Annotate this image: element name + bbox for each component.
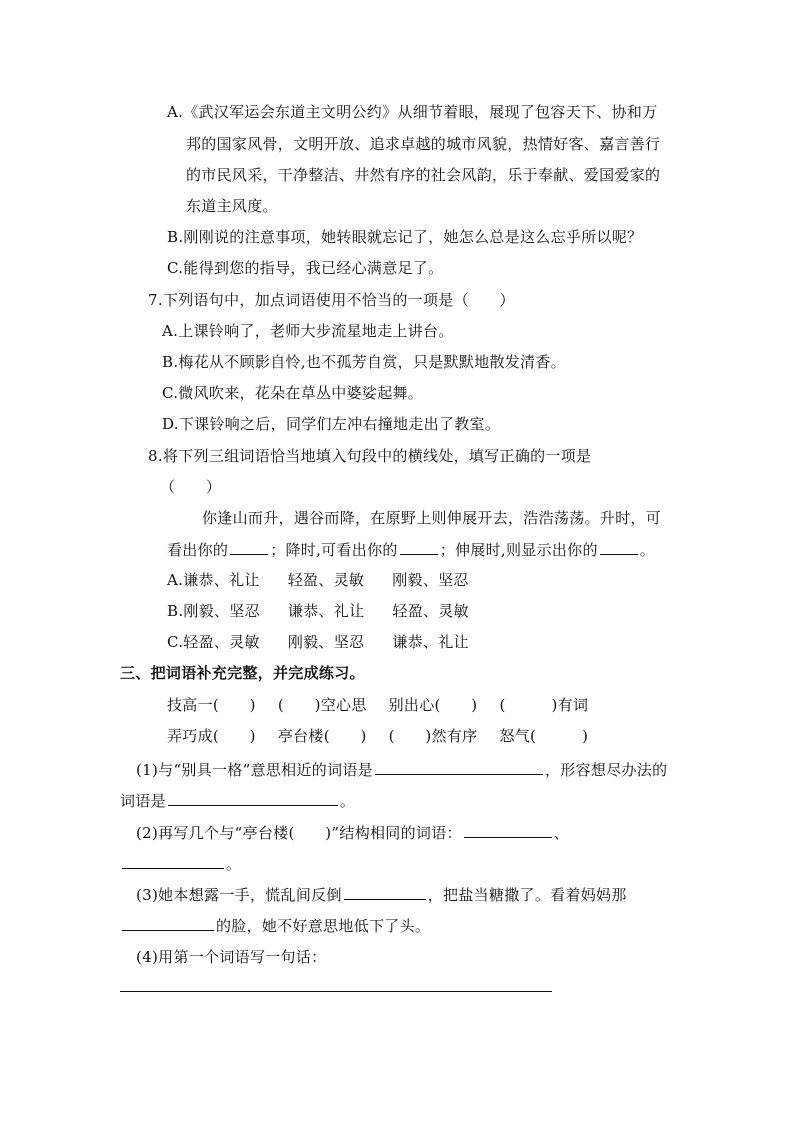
word-2-3[interactable]: ( )然有序 bbox=[388, 727, 478, 745]
sub3-blank-2[interactable] bbox=[122, 915, 214, 931]
q8-text-c: ；伸展时,则显示出你的 bbox=[439, 541, 598, 559]
sub1-blank-1[interactable] bbox=[375, 759, 543, 775]
q8-option-c-2: 刚毅、坚忍 bbox=[287, 633, 365, 651]
sub3-text-b: ，把盐当糖撒了。看着妈妈那 bbox=[427, 886, 627, 904]
q7-option-d: D.下课铃响之后，同学们左冲右撞地走出了教室。 bbox=[162, 415, 501, 433]
sub1-text-d: 。 bbox=[339, 792, 356, 810]
q8-option-c bbox=[167, 632, 469, 652]
q6-option-a-line4: 东道主风度。 bbox=[186, 197, 278, 215]
q8-option-a-1: A.谦恭、礼让 bbox=[167, 571, 260, 589]
q8-stem: 8.将下列三组词语恰当地填入句段中的横线处，填写正确的一项是 bbox=[148, 447, 592, 465]
q8-option-b-2: 谦恭、礼让 bbox=[287, 602, 365, 620]
q8-option-c-3: 谦恭、礼让 bbox=[392, 633, 469, 651]
q6-option-a-line2: 邦的国家风骨，文明开放、追求卓越的城市风貌，热情好客、嘉言善行 bbox=[186, 135, 661, 153]
sub1-blank-2[interactable] bbox=[168, 790, 338, 806]
q8-option-c-1: C.轻盈、灵敏 bbox=[167, 633, 260, 651]
q8-option-a bbox=[167, 570, 469, 590]
q8-blank-1[interactable] bbox=[230, 539, 268, 555]
q8-text-a: 看出你的 bbox=[167, 541, 229, 559]
q8-passage-line1: 你逢山而升，遇谷而降，在原野上则伸展开去，浩浩荡荡。升时，可 bbox=[202, 509, 662, 527]
q6-option-a-line1: A.《武汉军运会东道主文明公约》从细节着眼，展现了包容天下、协和万 bbox=[167, 103, 658, 121]
sub2-line1 bbox=[136, 822, 569, 843]
word-2-1[interactable]: 弄巧成( ) bbox=[167, 727, 256, 745]
sub3-text-a: (3)她本想露一手，慌乱间反倒 bbox=[136, 886, 342, 904]
sub2-text-b: 、 bbox=[553, 824, 570, 842]
q8-option-a-2: 轻盈、灵敏 bbox=[287, 571, 365, 589]
sub3-text-c: 的脸，她不好意思地低下了头。 bbox=[216, 917, 431, 935]
sub3-line1 bbox=[136, 884, 627, 905]
word-1-2[interactable]: ( )空心思 bbox=[277, 696, 367, 714]
word-2-2[interactable]: 亭台楼( ) bbox=[277, 727, 367, 745]
sub2-blank-2[interactable] bbox=[122, 853, 224, 869]
q8-answer-paren[interactable]: （ ） bbox=[160, 478, 222, 496]
q8-option-b-3: 轻盈、灵敏 bbox=[392, 602, 469, 620]
sub4-answer-line[interactable] bbox=[120, 990, 552, 992]
q8-text-b: ；降时,可看出你的 bbox=[270, 541, 398, 559]
sub1-text-b: ，形容想尽办法的 bbox=[545, 761, 668, 779]
sub1-line1 bbox=[136, 759, 667, 780]
q8-option-a-3: 刚毅、坚忍 bbox=[392, 571, 469, 589]
q8-text-d: 。 bbox=[639, 541, 656, 559]
word-2-4[interactable]: 怒气( ) bbox=[499, 727, 589, 745]
sub3-line2 bbox=[120, 915, 430, 936]
sub2-text-c: 。 bbox=[226, 855, 242, 873]
q8-blank-3[interactable] bbox=[600, 539, 638, 555]
word-1-4[interactable]: ( )有词 bbox=[499, 696, 589, 714]
sub3-blank-1[interactable] bbox=[344, 884, 426, 900]
sub2-blank-1[interactable] bbox=[464, 822, 552, 838]
sub1-line2 bbox=[120, 790, 355, 811]
q8-option-b-1: B.刚毅、坚忍 bbox=[167, 602, 260, 620]
sub1-text-c: 词语是 bbox=[120, 792, 166, 810]
q7-option-c: C.微风吹来，花朵在草丛中婆娑起舞。 bbox=[162, 384, 424, 402]
sub2-line2 bbox=[120, 853, 241, 874]
q6-option-c: C.能得到您的指导，我已经心满意足了。 bbox=[167, 259, 444, 277]
section3-word-row1 bbox=[167, 695, 588, 715]
q7-option-b: B.梅花从不顾影自怜,也不孤芳自赏，只是默默地散发清香。 bbox=[162, 353, 566, 371]
section3-title: 三、把词语补充完整，并完成练习。 bbox=[120, 664, 365, 682]
section3-word-row2 bbox=[167, 726, 588, 746]
q7-stem: 7.下列语句中，加点词语使用不恰当的一项是（ ） bbox=[148, 291, 515, 309]
q6-option-b: B.刚刚说的注意事项，她转眼就忘记了，她怎么总是这么忘乎所以呢？ bbox=[167, 228, 643, 246]
word-1-3[interactable]: 别出心( ) bbox=[388, 696, 478, 714]
q8-option-b bbox=[167, 601, 469, 621]
sub1-text-a: (1)与“别具一格”意思相近的词语是 bbox=[136, 761, 373, 779]
q8-blank-2[interactable] bbox=[400, 539, 438, 555]
q6-option-a-line3: 的市民风采，干净整洁、井然有序的社会风韵，乐于奉献、爱国爱家的 bbox=[186, 166, 661, 184]
q8-passage-line2 bbox=[167, 539, 655, 560]
q7-option-a: A.上课铃响了，老师大步流星地走上讲台。 bbox=[162, 322, 454, 340]
sub4-prompt: (4)用第一个词语写一句话： bbox=[136, 948, 327, 966]
word-1-1[interactable]: 技高一( ) bbox=[167, 696, 256, 714]
sub2-text-a: (2)再写几个与“亭台楼( )”结构相同的词语： bbox=[136, 824, 462, 842]
